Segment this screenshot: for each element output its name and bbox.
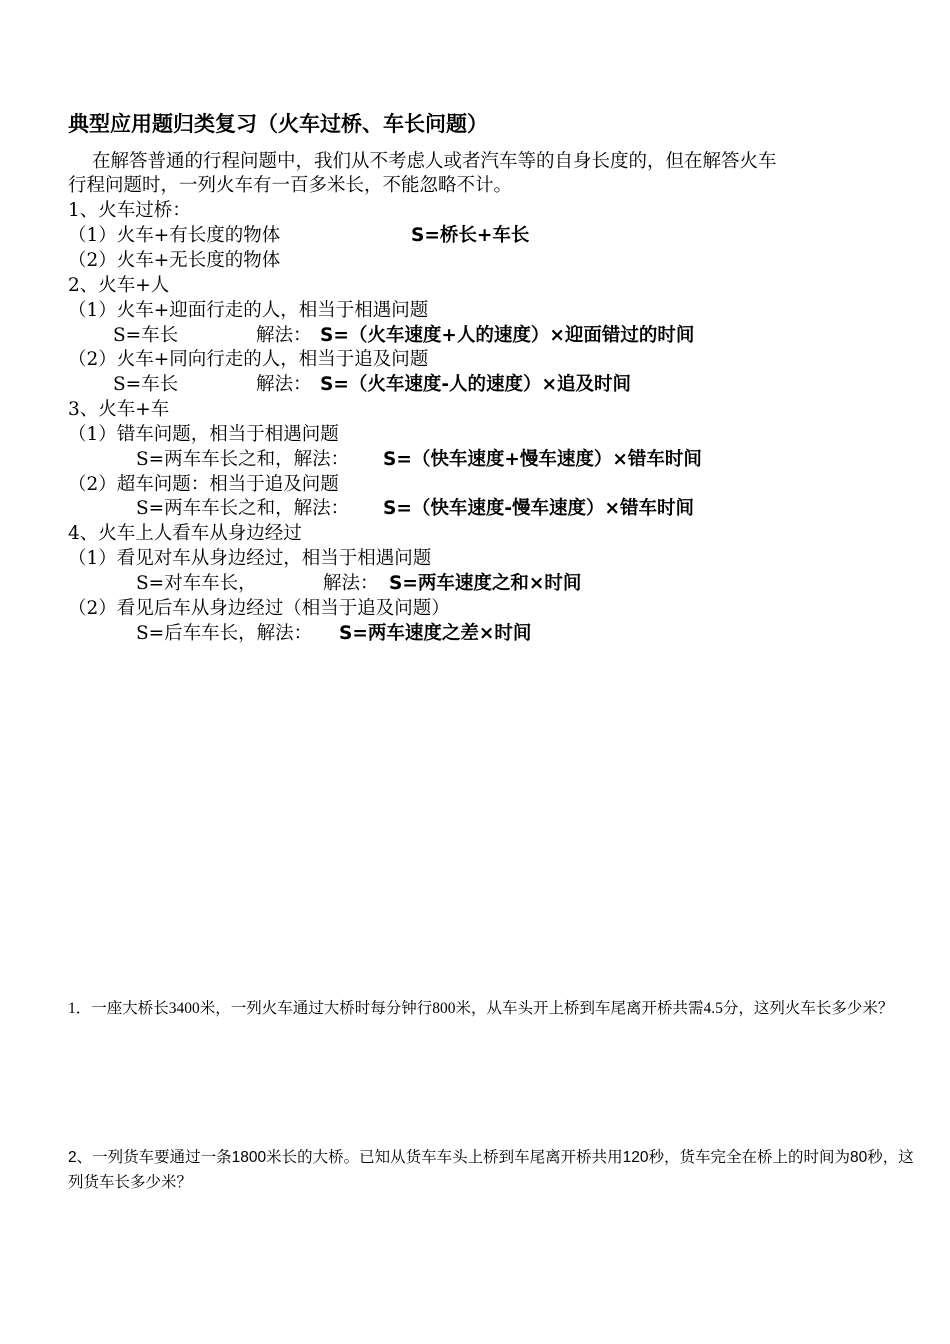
section-3-item-1-formula: S=（快车速度+慢车速度）×错车时间 xyxy=(383,449,702,470)
section-4-heading: 4、火车上人看车从身边经过 xyxy=(68,523,302,544)
section-2-item-2-method: 解法： xyxy=(256,374,312,395)
section-4-item-1-formula: S=两车速度之和×时间 xyxy=(389,573,582,594)
section-3-item-2-detail: S=两车车长之和，解法： xyxy=(136,498,350,519)
section-4-item-2: （2）看见后车从身边经过（相当于追及问题） xyxy=(68,598,450,619)
section-3-item-2-formula: S=（快车速度-慢车速度）×错车时间 xyxy=(383,498,695,519)
page-title: 典型应用题归类复习（火车过桥、车长问题） xyxy=(68,112,488,136)
section-2-item-1: （1）火车+迎面行走的人，相当于相遇问题 xyxy=(68,300,429,321)
section-3-heading: 3、火车+车 xyxy=(68,399,170,420)
intro-line-1: 在解答普通的行程问题中，我们从不考虑人或者汽车等的自身长度的，但在解答火车 xyxy=(92,151,777,172)
section-4-item-2-formula: S=两车速度之差×时间 xyxy=(339,623,532,644)
section-2-item-2: （2）火车+同向行走的人，相当于追及问题 xyxy=(68,349,429,370)
intro-line-2: 行程问题时，一列火车有一百多米长，不能忽略不计。 xyxy=(68,175,513,196)
section-2-item-2-s: S=车长 xyxy=(113,374,179,395)
section-2-item-1-method: 解法： xyxy=(256,325,312,346)
section-3-item-2: （2）超车问题：相当于追及问题 xyxy=(68,474,339,495)
section-4-item-1-method: 解法： xyxy=(323,573,379,594)
section-1-item-1-formula: S=桥长+车长 xyxy=(411,225,530,246)
section-1-item-2: （2）火车+无长度的物体 xyxy=(68,250,281,271)
question-1: 1．一座大桥长3400米，一列火车通过大桥时每分钟行800米，从车头开上桥到车尾离开桥共需4.5分，这列火车长多少米？ xyxy=(68,1000,894,1017)
section-1-item-1: （1）火车+有长度的物体 xyxy=(68,225,281,246)
section-2-item-1-s: S=车长 xyxy=(113,325,179,346)
question-2: 2、一列货车要通过一条1800米长的大桥。已知从货车车头上桥到车尾离开桥共用120秒，货车完全在桥上的时间为80秒，这列货车长多少米？ xyxy=(68,1149,914,1191)
section-2-heading: 2、火车+人 xyxy=(68,275,170,296)
section-4-item-1-s: S=对车车长， xyxy=(136,573,257,594)
section-1-heading: 1、火车过桥： xyxy=(68,200,191,221)
section-4-item-2-detail: S=后车车长，解法： xyxy=(136,623,313,644)
section-2-item-2-formula: S=（火车速度-人的速度）×追及时间 xyxy=(320,374,632,395)
section-4-item-1: （1）看见对车从身边经过，相当于相遇问题 xyxy=(68,548,432,569)
section-2-item-1-formula: S=（火车速度+人的速度）×迎面错过的时间 xyxy=(320,325,695,346)
section-3-item-1: （1）错车问题，相当于相遇问题 xyxy=(68,424,339,445)
section-3-item-1-detail: S=两车车长之和，解法： xyxy=(136,449,350,470)
